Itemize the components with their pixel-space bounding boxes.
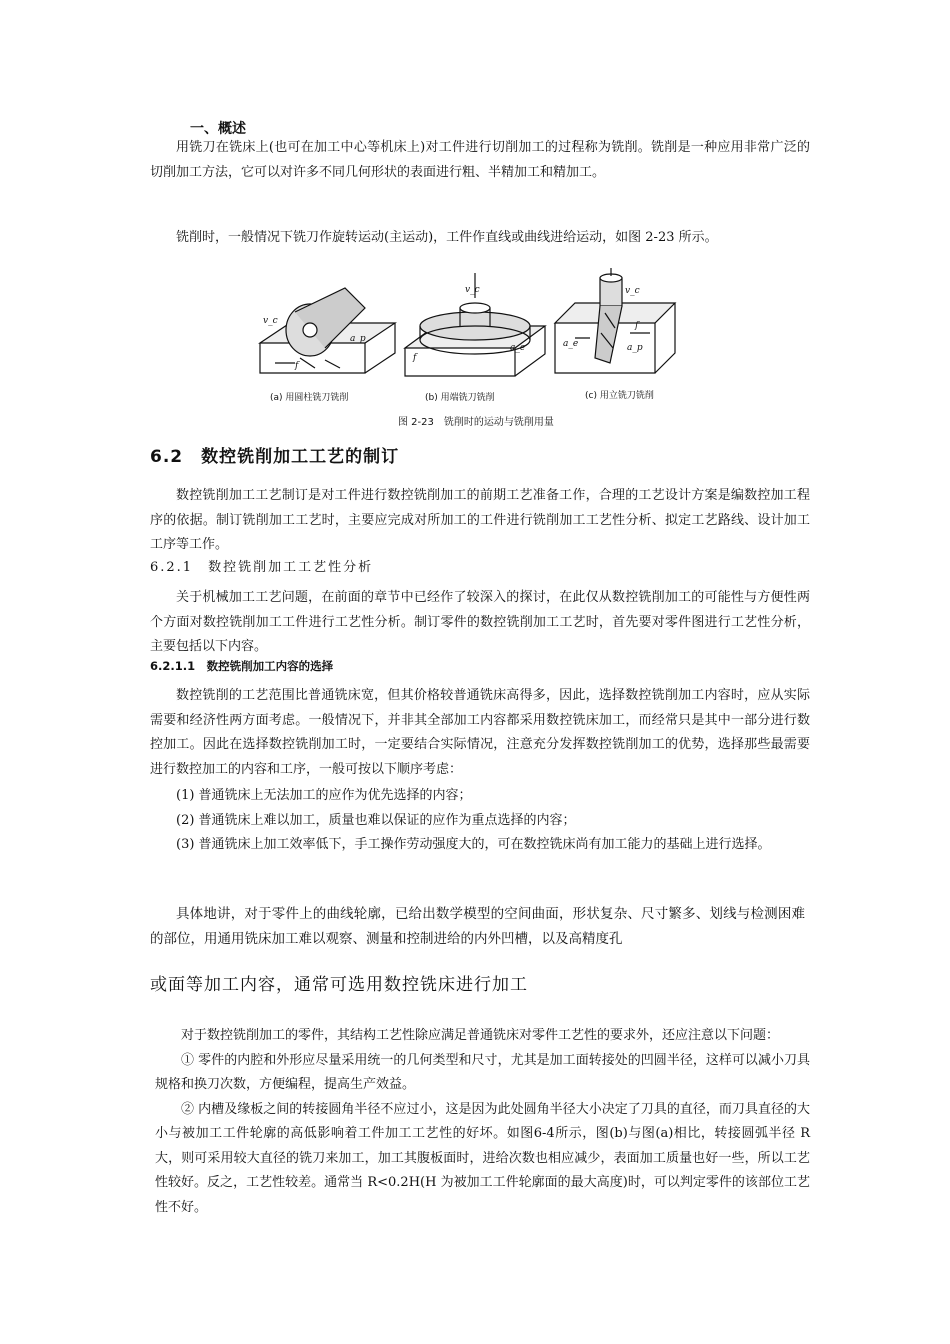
label-f-a: f bbox=[295, 361, 299, 371]
label-f-b: f bbox=[413, 353, 417, 363]
caption-a: (a) 用圆柱铣刀铣削 bbox=[270, 393, 349, 403]
section-heading-6-2-1-1: 6.2.1.1 数控铣削加工内容的选择 bbox=[150, 659, 334, 673]
specific-paragraph bbox=[150, 902, 805, 952]
section-6-2-1-paragraph bbox=[150, 586, 810, 660]
section-6-2-1-text: 关于机械加工工艺问题，在前面的章节中已经作了较深入的探讨，在此仅从数控铣削加工的可能性与方便性两个方面对数控铣削加工工件进行工艺性分析。制订零件的数控铣削加工工艺时，首先要对零件图进行工艺性分析，主要包括以下内容。 bbox=[150, 590, 810, 654]
label-ap-a: a_p bbox=[350, 334, 366, 344]
label-ae-b: a_e bbox=[510, 343, 526, 353]
section-6-2-1-1-text: 数控铣削的工艺范围比普通铣床宽，但其价格较普通铣床高得多，因此，选择数控铣削加工内容时，应从实际需要和经济性两方面考虑。一般情况下，并非其全部加工内容都采用数控铣床加工，而经常只是其中一部分进行数控加工。因此在选择数控铣削加工时，一定要结合实际情况，注意充分发挥数控铣削加工的优势，选择那些最需要进行数控加工的内容和工序，一般可按以下顺序考虑： bbox=[150, 688, 810, 777]
overview-text: 用铣刀在铣床上(也可在加工中心等机床上)对工件进行切削加工的过程称为铣削。铣削是一种应用非常广泛的切削加工方法，它可以对许多不同几何形状的表面进行粗、半精加工和精加工。 bbox=[150, 140, 810, 180]
section-6-2-1-1-paragraph bbox=[150, 684, 810, 858]
list-item-3: (3) 普通铣床上加工效率低下，手工操作劳动强度大的，可在数控铣床尚有加工能力的基础上进行选择。 bbox=[176, 837, 771, 852]
caption-c: (c) 用立铣刀铣削 bbox=[585, 391, 654, 401]
overview-paragraph bbox=[150, 136, 810, 185]
figure-title: 图 2-23 铣削时的运动与铣削用量 bbox=[398, 417, 554, 428]
label-ae-c: a_e bbox=[563, 339, 579, 349]
motion-paragraph bbox=[150, 226, 810, 251]
structure-section bbox=[155, 1024, 810, 1220]
label-vc-c: v_c bbox=[625, 286, 640, 296]
milling-diagram bbox=[255, 268, 685, 393]
label-vc-a: v_c bbox=[263, 316, 278, 326]
list-item-2: (2) 普通铣床上难以加工，质量也难以保证的应作为重点选择的内容； bbox=[176, 812, 576, 828]
milling-figure bbox=[255, 268, 685, 408]
structure-intro: 对于数控铣削加工的零件，其结构工艺性除应满足普通铣床对零件工艺性的要求外，还应注意以下问题： bbox=[181, 1028, 780, 1043]
specific-text: 具体地讲，对于零件上的曲线轮廓，已给出数学模型的空间曲面，形状复杂、尺寸繁多、划线与检测困难的部位，用通用铣床加工难以观察、测量和控制进给的内外凹槽，以及高精度孔 bbox=[150, 906, 805, 947]
list-item-1: (1) 普通铣床上无法加工的应作为优先选择的内容； bbox=[176, 788, 472, 803]
structure-point-1: ① 零件的内腔和外形应尽量采用统一的几何类型和尺寸，尤其是加工面转接处的凹圆半径，这样可以减小刀具规格和换刀次数，方便编程，提高生产效益。 bbox=[155, 1052, 810, 1092]
section-heading-overview: 一、概述 bbox=[190, 121, 246, 137]
motion-text: 铣削时，一般情况下铣刀作旋转运动(主运动)，工件作直线或曲线进给运动，如图 2-23 所示。 bbox=[176, 230, 718, 245]
caption-b: (b) 用端铣刀铣削 bbox=[425, 393, 495, 403]
label-vc-b: v_c bbox=[465, 285, 480, 295]
specific-large-line: 或面等加工内容，通常可选用数控铣床进行加工 bbox=[150, 975, 528, 995]
section-6-2-paragraph bbox=[150, 484, 810, 558]
section-heading-6-2: 6.2 数控铣削加工工艺的制订 bbox=[150, 447, 400, 467]
label-f-c: f bbox=[635, 321, 639, 331]
section-heading-6-2-1: 6.2.1 数控铣削加工工艺性分析 bbox=[150, 560, 374, 575]
label-ap-c: a_p bbox=[627, 343, 643, 353]
section-6-2-text: 数控铣削加工工艺制订是对工件进行数控铣削加工的前期工艺准备工作，合理的工艺设计方案是编数控加工程序的依据。制订铣削加工工艺时，主要应完成对所加工的工件进行铣削加工工艺性分析、拟定工艺路线、设计加工工序等工作。 bbox=[150, 488, 810, 552]
structure-point-2: ② 内槽及缘板之间的转接圆角半径不应过小，这是因为此处圆角半径大小决定了刀具的直径，而刀具直径的大小与被加工工件轮廓的高低影响着工件加工工艺性的好坏。如图6-4所示，图(b)与图(a)相比，转接圆弧半径 R 大，则可采用较大直径的铣刀来加工，加工其腹板面时，进给次数也相应减少，表面加工质量也好一些，所以工艺性较好。反之，工艺性较差。通常当 R<0.2H(H 为被加工工件轮廓面的最大高度)时，可以判定零件的该部位工艺性不好。 bbox=[155, 1101, 810, 1215]
